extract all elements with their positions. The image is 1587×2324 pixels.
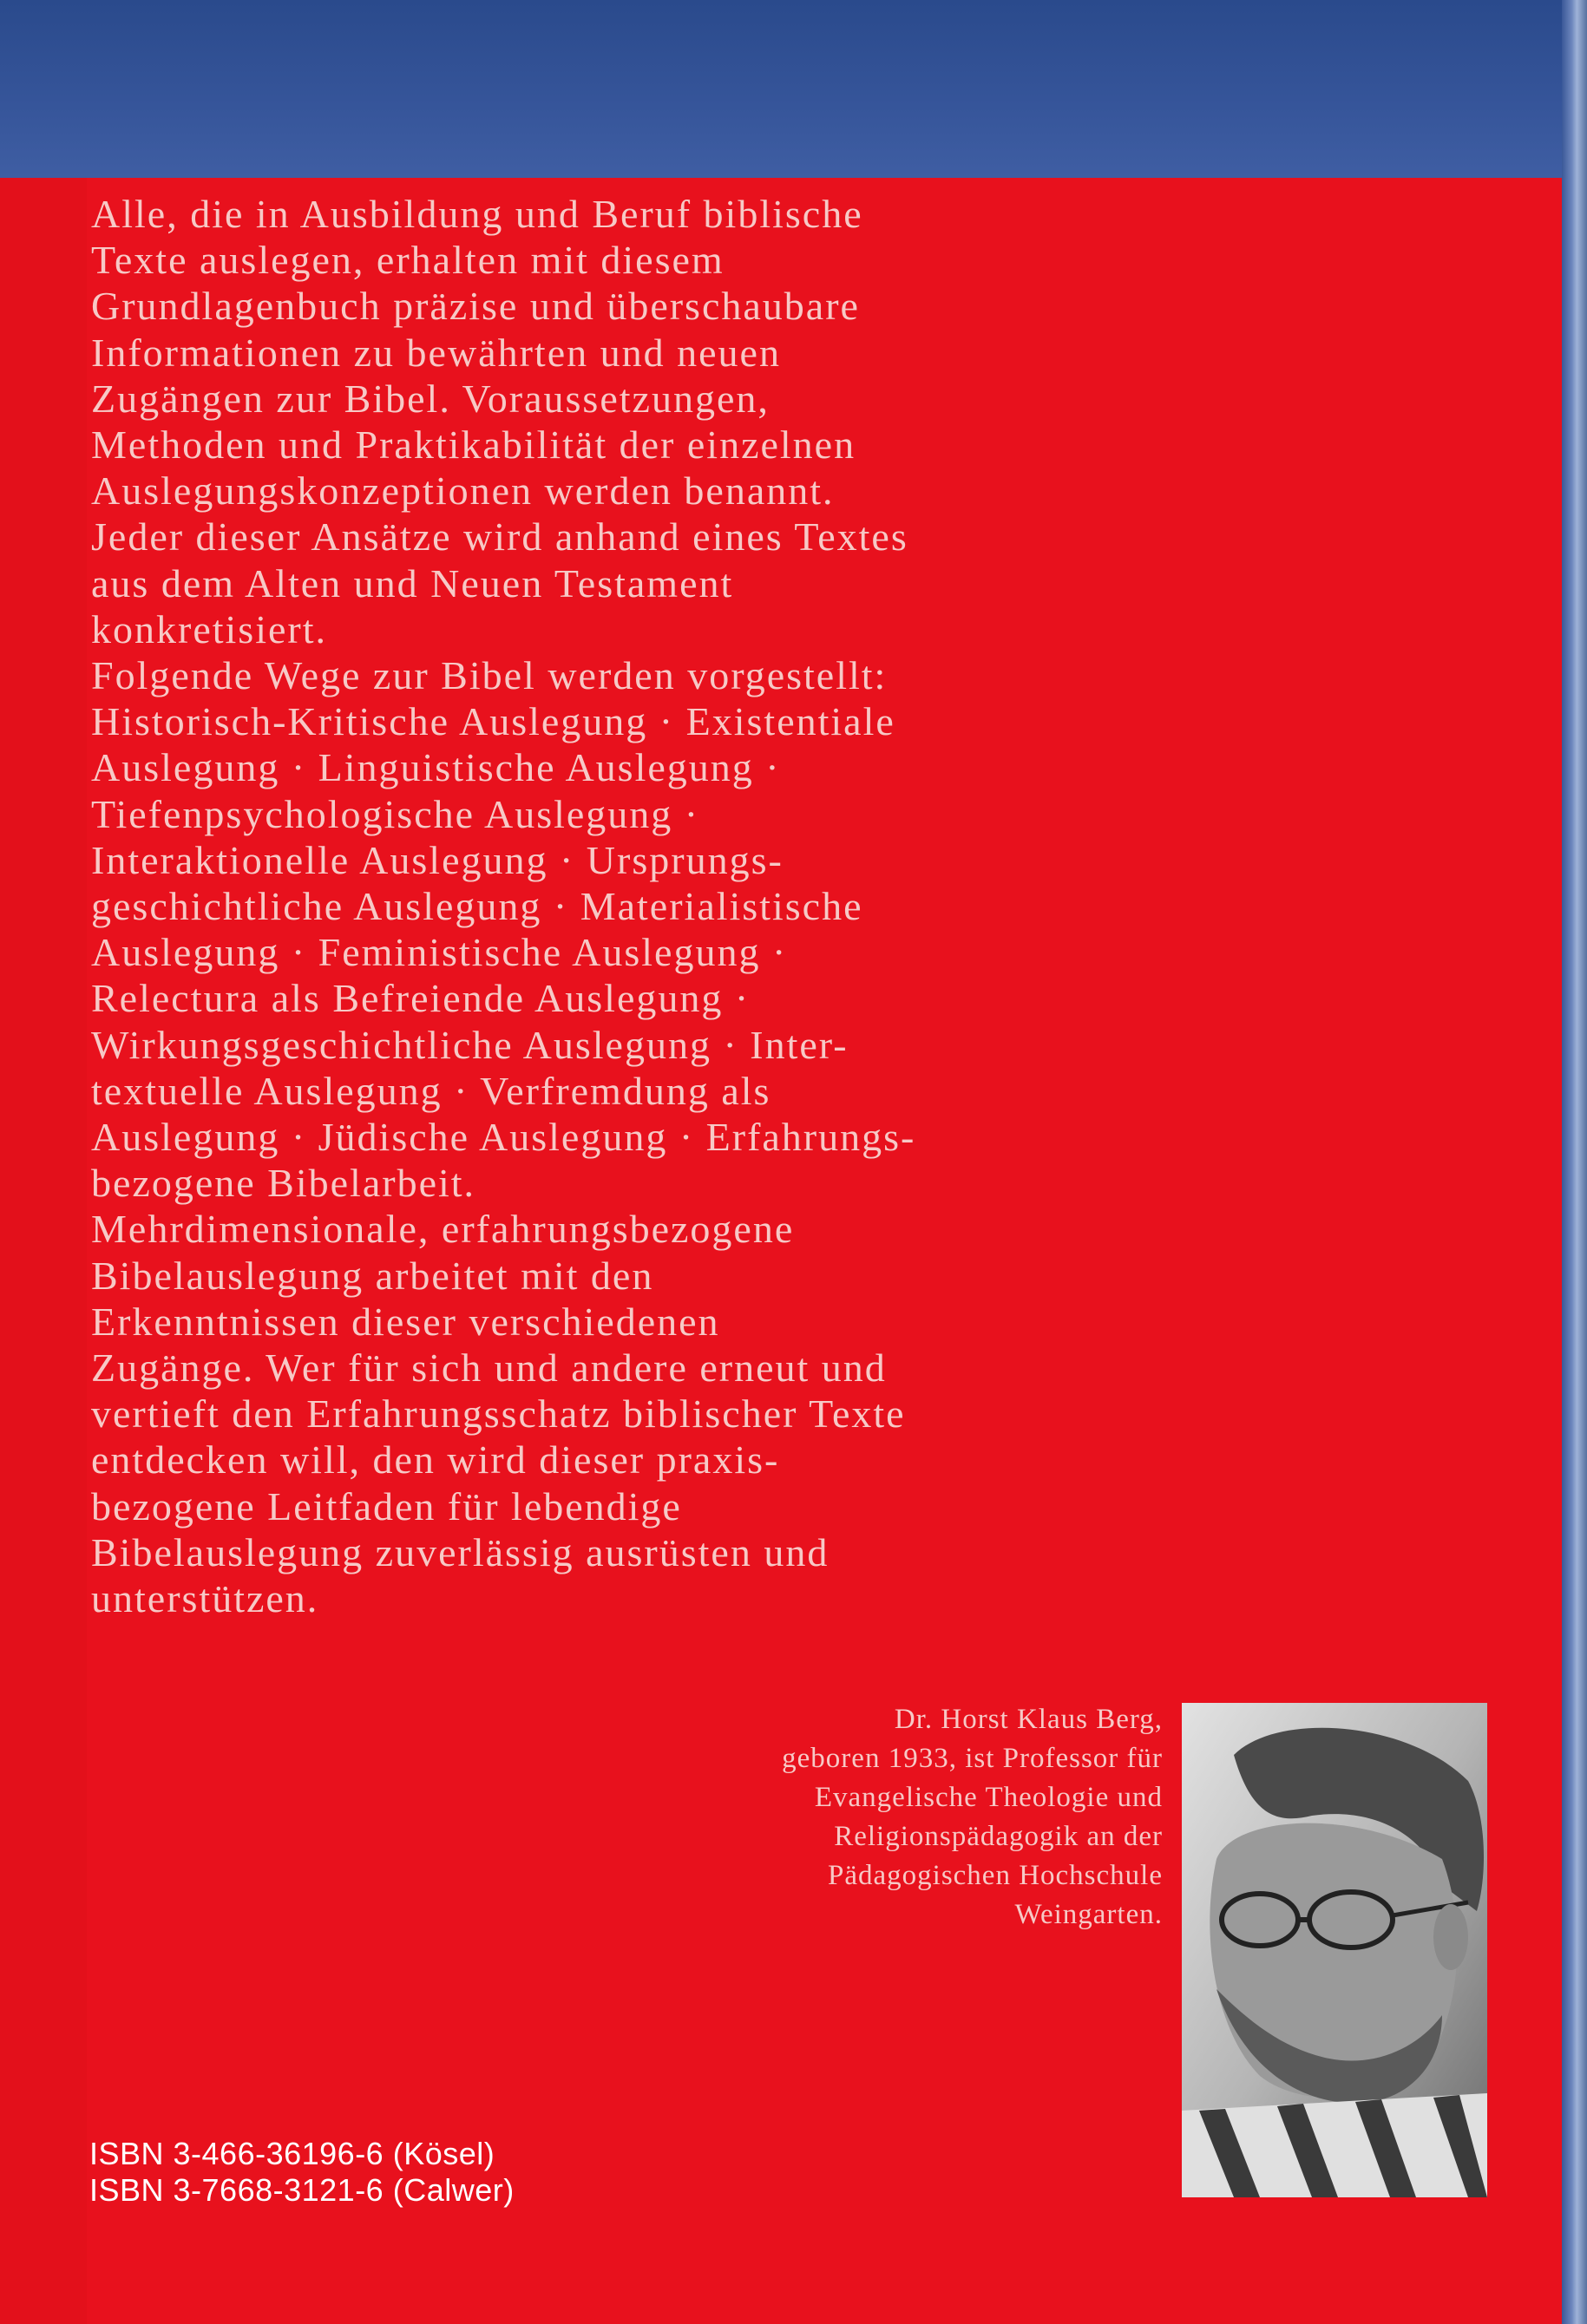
blurb-line: Auslegung · Linguistische Auslegung · [91,745,781,790]
blurb-line: Texte auslegen, erhalten mit diesem [91,238,725,283]
author-bio-line: geboren 1933, ist Professor für [782,1743,1163,1774]
blurb-line: bezogene Bibelarbeit. [91,1161,476,1206]
blurb-line: Auslegung · Jüdische Auslegung · Erfahrungs- [91,1115,916,1160]
author-bio-line: Pädagogischen Hochschule [828,1860,1163,1891]
author-bio-line: Religionspädagogik an der [834,1821,1163,1852]
author-bio-line: Dr. Horst Klaus Berg, [894,1704,1163,1735]
blurb-line: Grundlagenbuch präzise und überschaubare [91,284,860,329]
blurb-paragraph-conclusion [91,1206,1046,1621]
blurb-line: Relectura als Befreiende Auslegung · [91,976,751,1021]
blurb-paragraph-intro [91,191,1046,652]
blurb-line: vertieft den Erfahrungsschatz biblischer Texte [91,1391,906,1437]
cover-left-strip [0,178,87,2324]
blurb-line: Zugänge. Wer für sich und andere erneut und [91,1345,887,1391]
blurb-line: Tiefenpsychologische Auslegung · [91,791,700,836]
author-portrait-photo [1182,1703,1487,2197]
blurb-paragraph-methods [91,652,1046,1206]
isbn-block [89,2136,515,2209]
isbn-calwer: ISBN 3-7668-3121-6 (Calwer) [89,2172,515,2208]
author-bio [642,1700,1163,1934]
blurb-line: konkretisiert. [91,606,327,651]
blurb-line: Alle, die in Ausbildung und Beruf biblische [91,192,863,236]
blurb-line: Informationen zu bewährten und neuen [91,330,781,375]
blurb-line: aus dem Alten und Neuen Testament [91,560,734,606]
blurb-line: Historisch-Kritische Auslegung · Existentiale [91,699,895,744]
blurb-line: unterstützen. [91,1576,319,1621]
blurb-line: Bibelauslegung arbeitet mit den [91,1253,654,1298]
blurb-line: Erkenntnissen dieser verschiedenen [91,1299,720,1344]
blurb-line: Jeder dieser Ansätze wird anhand eines Textes [91,514,908,560]
author-bio-line: Evangelische Theologie und [814,1782,1163,1813]
author-bio-line: Weingarten. [1014,1899,1163,1930]
blurb-line: Zugängen zur Bibel. Voraussetzungen, [91,376,770,421]
blurb-line: entdecken will, den wird dieser praxis- [91,1437,780,1483]
blurb-line: Bibelauslegung zuverlässig ausrüsten und [91,1529,830,1574]
blurb-line: Auslegungskonzeptionen werden benannt. [91,468,835,514]
back-cover-blurb [91,191,1046,1621]
blurb-line: Wirkungsgeschichtliche Auslegung · Inter- [91,1022,849,1067]
author-portrait-icon [1182,1703,1487,2197]
book-spine-edge [1562,0,1587,2324]
blurb-line: Auslegung · Feministische Auslegung · [91,930,788,975]
blurb-line: textuelle Auslegung · Verfremdung als [91,1068,771,1113]
blurb-line: geschichtliche Auslegung · Materialistische [91,884,863,929]
isbn-kosel: ISBN 3-466-36196-6 (Kösel) [89,2136,495,2171]
top-blue-band [0,0,1562,178]
blurb-line: Interaktionelle Auslegung · Ursprungs- [91,837,784,882]
blurb-line: Mehrdimensionale, erfahrungsbezogene [91,1207,795,1252]
blurb-line: bezogene Leitfaden für lebendige [91,1483,682,1529]
blurb-line: Folgende Wege zur Bibel werden vorgestellt: [91,653,888,698]
blurb-line: Methoden und Praktikabilität der einzelnen [91,422,856,468]
